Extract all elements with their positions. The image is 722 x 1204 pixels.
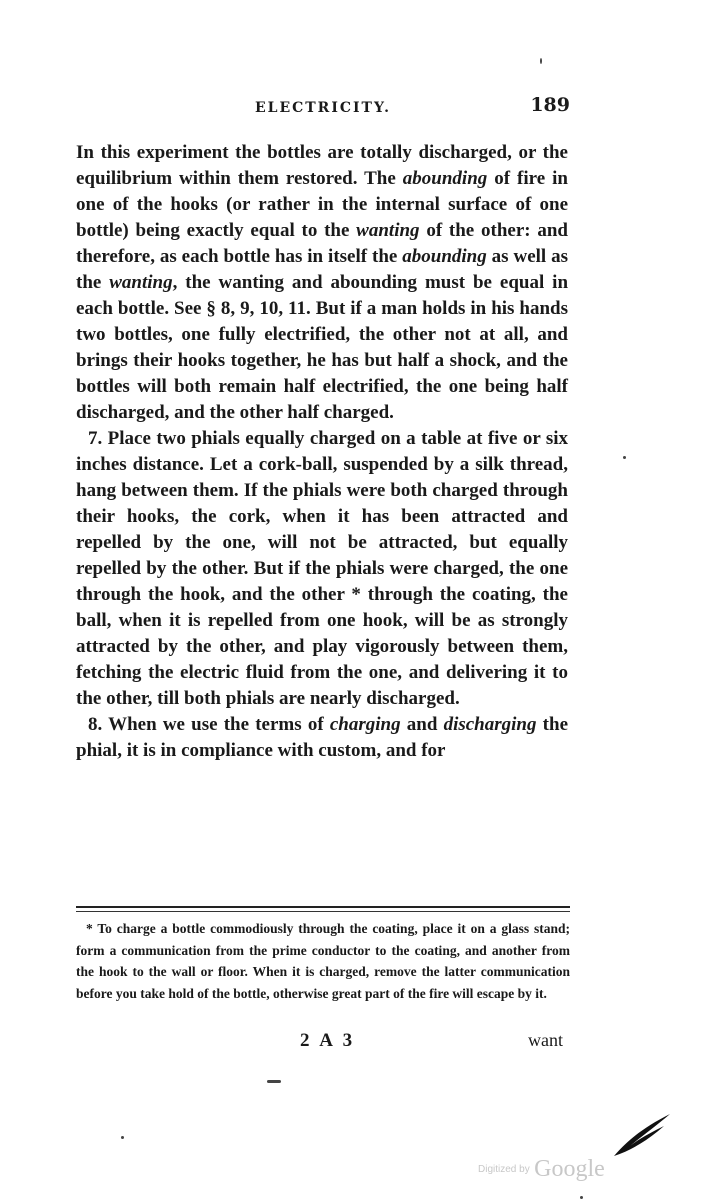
ink-speck	[267, 1080, 281, 1083]
text-run: of the other: and therefore, as each bottle has in itself the	[76, 220, 568, 267]
text-run: of fire in one of the hooks (or rather in the internal surface of one bottle) being exactly equal to the	[76, 168, 568, 241]
watermark-prefix: Digitized by	[478, 1164, 530, 1175]
google-logo: Google	[534, 1156, 605, 1182]
text-run: 8. When we use the terms of	[88, 714, 330, 735]
italic-term: charging	[329, 714, 401, 735]
footnote-text: * To charge a bottle commodiously through the coating, place it on a glass stand; form a communication from the prime conductor to the coating, and another from the hook to the wall or floor. When it is charged, remove the latter communication before you take hold of the bottle, otherwise great part of the fire will escape by it.	[76, 921, 570, 1001]
signature-mark: 2 A 3	[300, 1030, 356, 1051]
italic-term: abounding	[402, 168, 488, 189]
text-run: , the wanting and abounding must be equal in each bottle. See § 8, 9, 10, 11. But if a man holds in his hands two bottles, one fully electrified, the other not at all, and brings their hooks together, he has but half a shock, and the bottles will both remain half electrified, the one being half discharged, and the other half charged.	[76, 272, 569, 423]
italic-term: abounding	[402, 246, 487, 267]
catchword: want	[528, 1030, 563, 1050]
quill-flourish-icon	[612, 1112, 672, 1158]
text-run: 7. Place two phials equally charged on a table at five or six inches distance. Let a cork-ball, suspended by a silk thread, hang between them. If the phials were both charged through their hooks, the cork, when it has been attracted and repelled by the one, will not be attracted, but equally repelled by the other. But if the phials were charged, the one through the hook, and the other * through the coating, the ball, when it is repelled from one hook, will be as strongly attracted by the other, and play vigorously between them, fetching the electric fluid from the one, and delivering it to the other, till both phials are nearly discharged.	[76, 428, 568, 709]
paragraph-2	[76, 426, 568, 712]
page-header	[76, 92, 570, 122]
text-run: In this experiment the bottles are totally discharged, or the equilibrium within them restored. The	[76, 142, 568, 189]
text-run: the phial, it is in compliance with custom, and for	[76, 714, 569, 761]
footnote	[76, 918, 570, 1004]
text-run: as well as the	[76, 246, 568, 293]
page-number: 189	[530, 94, 570, 116]
text-run: and	[400, 714, 444, 735]
ink-speck	[121, 1136, 124, 1139]
ink-speck	[623, 456, 626, 459]
footnote-separator-thin	[76, 911, 570, 912]
running-title: ELECTRICITY.	[254, 100, 392, 116]
digitized-watermark	[478, 1156, 605, 1183]
ink-speck	[580, 1196, 583, 1199]
paragraph-1	[76, 140, 568, 426]
italic-term: wanting	[109, 272, 173, 293]
paragraph-3	[76, 712, 568, 764]
italic-term: discharging	[443, 714, 537, 735]
ink-speck	[540, 58, 542, 64]
footnote-separator-thick	[76, 906, 570, 908]
italic-term: wanting	[356, 220, 420, 241]
main-text	[76, 140, 568, 764]
